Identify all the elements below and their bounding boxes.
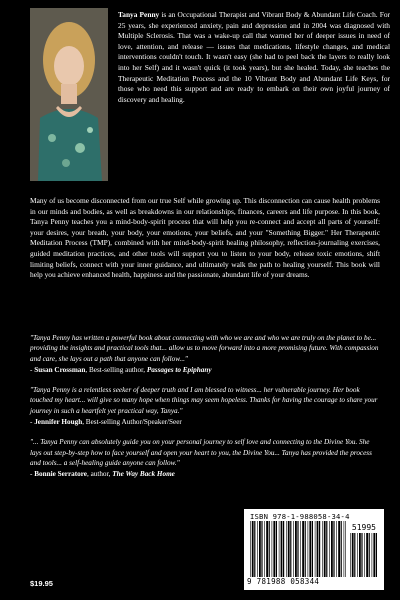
testimonial-quote: "Tanya Penny is a relentless seeker of deeper truth and I am blessed to witness... her vulnerable journey. Her book touched my heart... will give so many hope when things may seem hopeless. Thanks for having the courage to share your journey in such a heartfelt yet practical way, Tanya." [30, 386, 378, 415]
ean-barcode-bars [250, 521, 346, 577]
testimonials [30, 333, 380, 490]
testimonial [30, 333, 380, 375]
author-portrait-image [30, 8, 108, 181]
author-bio [118, 10, 390, 105]
book-description: Many of us become disconnected from our true Self while growing up. This disconnection can cause health problems in our minds and bodies, as well as breakdowns in our relationships, finances, careers and life purpose. In this book, Tanya Penny teaches you a mind-body-spirit process that will help you re-connect and accept all parts of yourself: your desires, your breath, your body, your emotions, your beliefs, and your "Something Bigger." Her Therapeutic Meditation Process (TMP), combined with her mind-body-spirit healing philosophy, reflection-journaling exercises, guided meditation practices, and other tools will support you to listen to your body, release toxic emotions, shift limiting beliefs, connect with your inner guidance, and ultimately walk the path to healing yourself. This book will help you achieve enhanced health, happiness and the passionate, abundant life of your dreams. [30, 196, 380, 280]
testimonial-work: The Way Back Home [112, 470, 175, 479]
testimonial-role: , Best-selling author, [85, 365, 147, 374]
isbn-number: ISBN 978-1-988058-34-4 [250, 512, 350, 521]
author-bio-text: is an Occupational Therapist and Vibrant Body & Abundant Life Coach. For 25 years, she experienced anxiety, pain and depression and in 2004 was diagnosed with Multiple Sclerosis. That was a wake-up call that warned her of deeper issues in need of love, attention, and release — issues that medications, lifestyle changes, and medical interventions couldn't touch. It wasn't easy (she had to peel back the layers to really look into her Self) and it wasn't quick (it took years), but she healed. Today, she teaches the Therapeutic Meditation Process and the 10 Vibrant Body and Abundant Life Keys, for those who need this support and are ready to embark on their own joyful journey of discovery and healing. [118, 10, 390, 104]
testimonial-role: , author, [86, 470, 113, 479]
ean-digits: 9 781988 058344 [247, 577, 320, 586]
author-photo [30, 8, 108, 181]
testimonial-quote: "Tanya Penny has written a powerful book about connecting with who we are and who we are truly on the planet to be... providing the insights and practical tools that... allow us to move forward into a more promising future. With compassion and care, she lays out a path that anyone can follow..." [30, 334, 379, 363]
barcode-price-code: 51995 [351, 523, 376, 532]
testimonial-name: Bonnie Serratore [34, 470, 87, 479]
testimonial [30, 437, 380, 479]
testimonial-name: Susan Crossman [34, 365, 86, 374]
testimonial-work: Passages to Epiphany [146, 365, 212, 374]
testimonial-name: Jennifer Hough [34, 418, 83, 427]
price-barcode-bars [350, 533, 378, 577]
testimonial-quote: "... Tanya Penny can absolutely guide you on your personal journey to self love and connecting to the Divine You. She lays out step-by-step how to face yourself and open your heart to you, the Divine You... Tanya has provided the process and tools... a self-healing guide anyone can follow." [30, 438, 372, 467]
author-name: Tanya Penny [118, 10, 160, 19]
testimonial-role: , Best-selling Author/Speaker/Seer [82, 418, 182, 427]
testimonial-attribution: - Jennifer Hough, Best-selling Author/Speaker/Seer [30, 418, 182, 427]
price-label: $19.95 [30, 579, 53, 588]
testimonial-attribution: - Susan Crossman, Best-selling author, Passages to Epiphany [30, 365, 212, 374]
testimonial-attribution: - Bonnie Serratore, author, The Way Back Home [30, 470, 175, 479]
isbn-barcode [244, 509, 384, 590]
testimonial [30, 385, 380, 427]
